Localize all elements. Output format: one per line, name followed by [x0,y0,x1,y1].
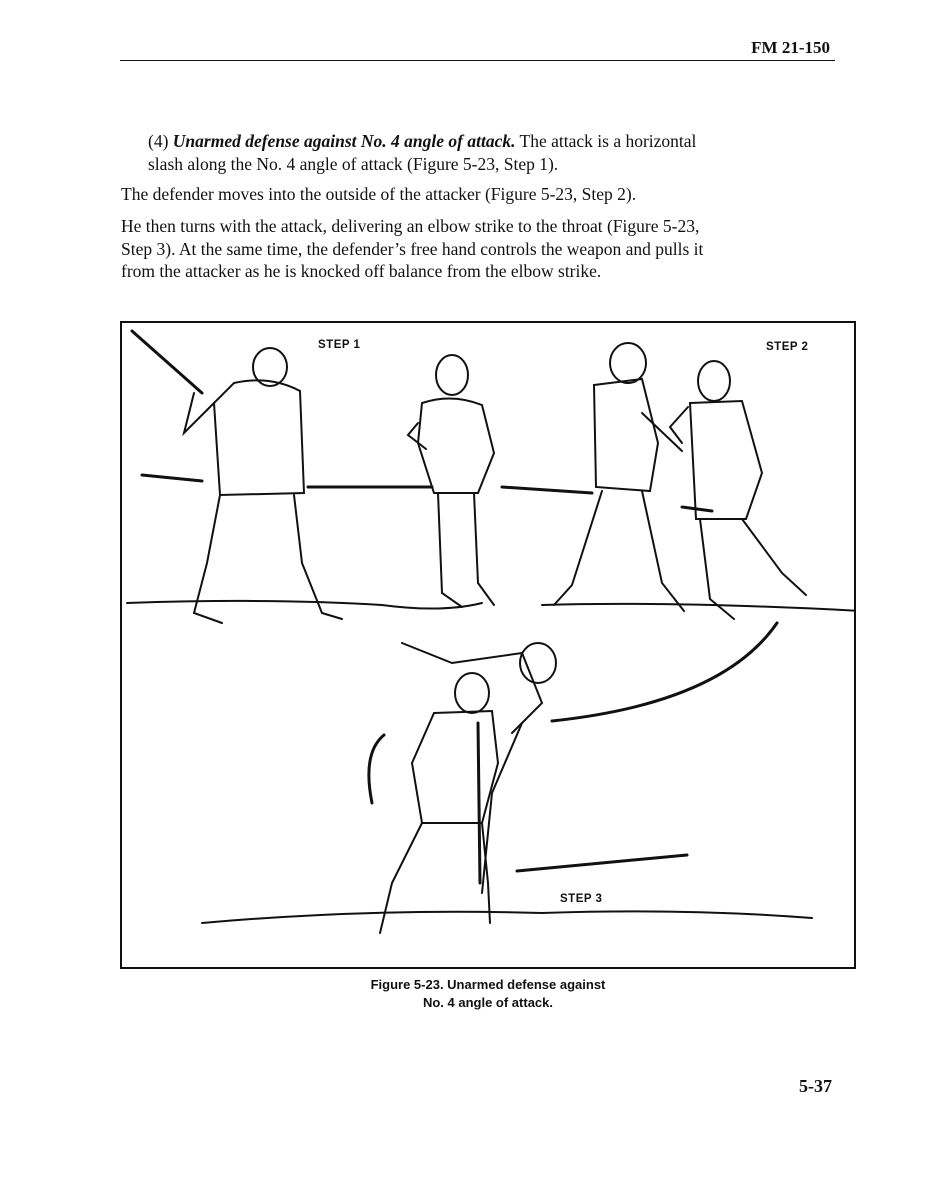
header-rule [120,60,835,61]
step1-defender-figure [408,355,494,607]
step2-defender-figure [670,361,806,619]
step-1-label: STEP 1 [318,339,361,351]
paragraph-3: He then turns with the attack, delivering an elbow strike to the throat (Figure 5-23, Step 3). At the same time, the defender’s free hand controls the weapon and pulls it from the attacker as he is knocked off balance from the elbow strike. [121,216,704,281]
figure-caption-line-2: No. 4 angle of attack. [422,995,554,1010]
page-header-id: FM 21-150 [751,38,830,57]
ground-line-bottom [202,911,812,923]
ground-line-right [542,604,856,611]
motion-line-step2-left [502,487,592,493]
step-2-label: STEP 2 [766,341,809,353]
motion-arc-step3-lower [517,855,687,871]
step2-attacker-figure [554,343,684,611]
motion-arc-step3-left [369,735,384,803]
figure-illustration [122,323,856,969]
section-subheading: Unarmed defense against No. 4 angle of attack. [172,131,516,151]
step3-defender-figure [380,673,498,933]
motion-arc-step3-upper [552,623,777,721]
figure-caption [120,976,856,1012]
step-3-label: STEP 3 [560,893,603,905]
motion-line-step1-left [142,475,202,481]
paragraph-2: The defender moves into the outside of the attacker (Figure 5-23, Step 2). [121,184,637,204]
section-number: (4) [148,131,169,151]
paragraph-1 [121,130,711,175]
ground-line-left [127,601,482,609]
motion-line-step2-right [682,507,712,511]
figure-frame [120,321,856,969]
page-number: 5-37 [799,1076,832,1096]
figure-caption-line-1: Figure 5-23. Unarmed defense against [370,977,606,992]
paragraph-1-text: The attack is a horizontal slash along the No. 4 angle of attack (Figure 5-23, Step 1). [148,131,697,174]
